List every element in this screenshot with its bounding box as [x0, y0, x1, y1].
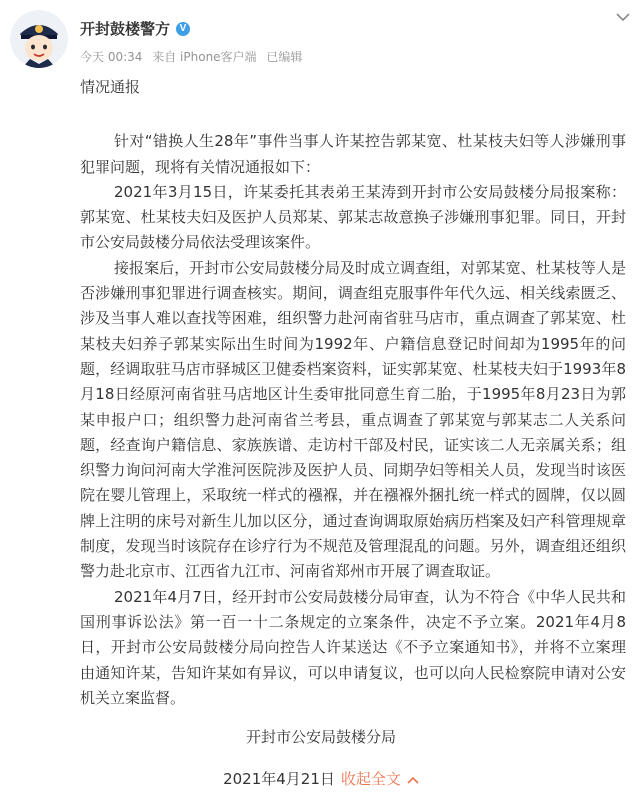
collapse-button[interactable]: 收起全文	[340, 770, 401, 788]
post-header	[0, 0, 642, 72]
avatar[interactable]	[10, 10, 68, 68]
paragraph-investigation: 接报案后，开封市公安局鼓楼分局及时成立调查组，对郭某宽、杜某枝等人是否涉嫌刑事犯罪进行调查核实。期间，调查组克服事件年代久远、相关线索匮乏、涉及当事人难以查找等困难，组织警力赴河南省驻马店市，重点调查了郭某宽、杜某枝夫妇养子郭某实际出生时间为1992年、户籍信息登记时间却为1995年的问题，经调取驻马店市驿城区卫健委档案资料，证实郭某宽、杜某枝夫妇于1993年8月18日经原河南省驻马店地区计生委审批同意生育二胎，于1995年8月23日为郭某申报户口；组织警力赴河南省兰考县，重点调查了郭某宽与郭某志二人关系问题，经查询户籍信息、家族族谱、走访村干部及村民，证实该二人无亲属关系；组织警力询问河南大学淮河医院涉及医护人员、同期孕妇等相关人员，发现当时该医院在婴儿管理上，采取统一样式的襁褓，并在襁褓外捆扎统一样式的圆牌，仅以圆牌上注明的床号对新生儿加以区分，通过查询调取原始病历档案及妇产科管理规章制度，发现当时该院存在诊疗行为不规范及管理混乱的问题。另外，调查组还组织警力赴北京市、江西省九江市、河南省郑州市开展了调查取证。	[80, 258, 626, 581]
signature-org: 开封市公安局鼓楼分局	[245, 728, 396, 746]
edited-label[interactable]: 已编辑	[266, 50, 303, 64]
post-content	[80, 75, 626, 711]
signature-date: 2021年4月21日	[223, 770, 335, 788]
paragraph-decision: 2021年4月7日，经开封市公安局鼓楼分局审查，认为不符合《中华人民共和国刑事诉讼法》第一百一十二条规定的立案条件，决定不予立案。2021年4月8日，开封市公安局鼓楼分局向控告人许某送达《不予立案通知书》，并将不立案理由通知许某，告知许某如有异议，可以申请复议，也可以向人民检察院申请对公安机关立案监督。	[80, 587, 626, 707]
post-time[interactable]: 今天 00:34	[80, 50, 143, 64]
post-source: 来自 iPhone客户端	[152, 50, 257, 64]
police-avatar-icon	[10, 10, 68, 68]
chevron-down-icon[interactable]	[616, 12, 630, 22]
post-meta	[80, 48, 308, 65]
paragraph-report: 2021年3月15日，许某委托其表弟王某涛到开封市公安局鼓楼分局报案称：郭某宽、杜某枝夫妇及医护人员郑某、郭某志故意换子涉嫌刑事犯罪。同日，开封市公安局鼓楼分局依法受理该案件。	[80, 182, 626, 252]
verified-badge-icon: V	[176, 22, 190, 36]
author-name[interactable]	[80, 18, 190, 39]
signature-line	[0, 768, 642, 789]
chevron-up-icon[interactable]	[407, 776, 419, 784]
paragraph-intro: 针对“错换人生28年”事件当事人许某控告郭某宽、杜某枝夫妇等人涉嫌刑事犯罪问题，现将有关情况通报如下：	[80, 132, 626, 176]
author-name-text[interactable]: 开封鼓楼警方	[80, 20, 171, 38]
post-heading: 情况通报	[80, 78, 141, 96]
